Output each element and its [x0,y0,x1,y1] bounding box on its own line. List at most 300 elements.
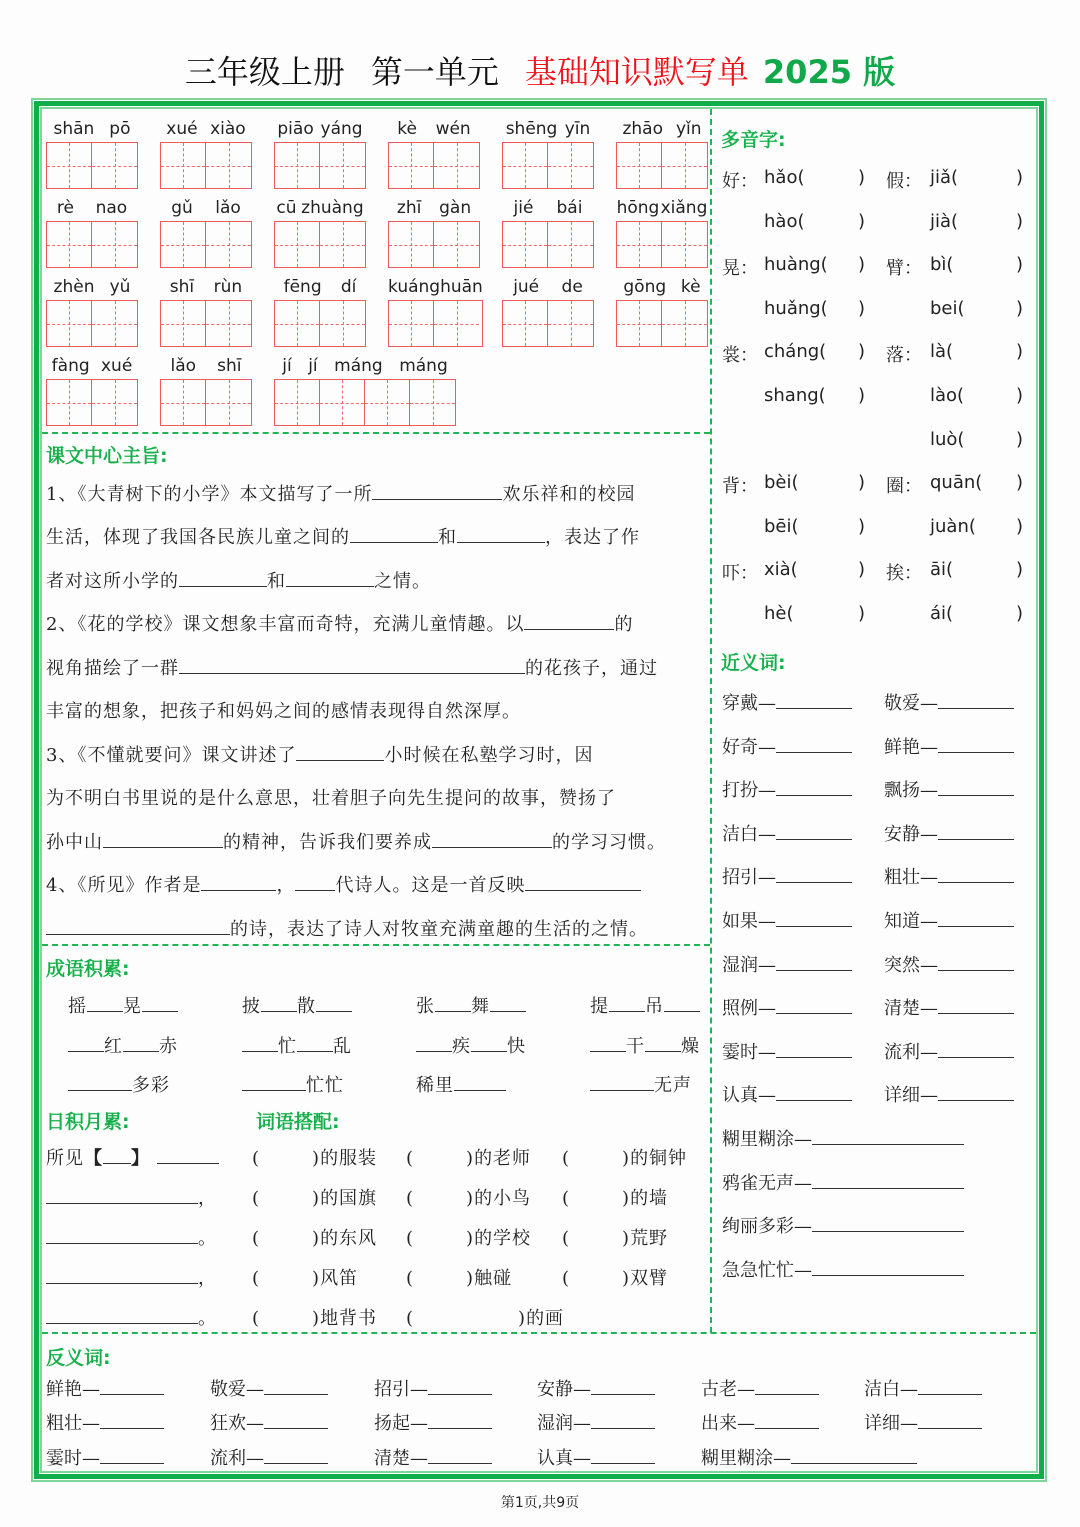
title-sheet: 基础知识默写单 [524,53,749,91]
idiom-blank[interactable] [261,994,297,1012]
antonym-blank[interactable] [591,1446,655,1464]
idiom-item [68,992,178,1018]
synonym-blank[interactable] [938,909,1014,927]
tianzige-cell[interactable] [206,143,251,188]
antonym-word: 霎时 [46,1448,82,1469]
tianzige-cell[interactable] [389,222,434,267]
antonym-word: 清楚 [374,1448,410,1469]
tianzige-cell[interactable] [206,301,251,346]
colon: ： [740,258,758,280]
answer-blank[interactable] [201,873,276,891]
polyphone-reading [930,429,964,450]
paren-close: ) [466,1148,475,1169]
reading-pinyin: shang( [764,385,826,406]
answer-blank[interactable] [432,830,552,848]
tianzige-cell[interactable] [389,301,434,346]
central-idea-text: 的花孩子，通过 [525,658,658,679]
synonym-item [884,907,1014,933]
poem-line-blank[interactable] [46,1226,198,1244]
synonym-word: 认真 [722,1085,758,1107]
antonym-item [701,1375,819,1401]
idiom-blank[interactable] [142,994,178,1012]
idiom-blank[interactable] [590,1073,654,1091]
word-blank-close[interactable]: ) [858,210,866,232]
antonym-blank[interactable] [264,1377,328,1395]
tianzige-cell[interactable] [275,301,320,346]
antonym-blank[interactable] [428,1411,492,1429]
pinyin-label [274,116,366,142]
pinyin-item [46,274,138,347]
pinyin-syllable: gōng [623,277,667,297]
polyphone-reading [764,472,799,493]
tianzige-cell[interactable] [161,143,206,188]
synonym-blank[interactable] [776,691,852,709]
tianzige-cell[interactable] [47,301,92,346]
idiom-blank[interactable] [87,994,123,1012]
poem-line-blank[interactable] [46,1266,198,1284]
synonym-blank[interactable] [776,865,852,883]
tianzige-boxes [46,379,138,426]
idiom-blank[interactable] [490,994,526,1012]
paren-open: ( [406,1188,415,1209]
antonym-word: 鲜艳 [46,1379,82,1400]
synonym-blank[interactable] [776,996,852,1014]
synonym-blank[interactable] [938,735,1014,753]
antonym-item [210,1375,328,1401]
tianzige-cell[interactable] [410,380,455,425]
synonym-word: 湿润 [722,954,758,976]
tianzige-cell[interactable] [320,222,365,267]
tianzige-cell[interactable] [503,222,548,267]
pinyin-item [160,116,252,189]
tianzige-cell[interactable] [503,143,548,188]
answer-blank[interactable] [103,830,223,848]
antonym-blank[interactable] [100,1446,164,1464]
tianzige-cell[interactable] [548,222,593,267]
paren-open: ( [406,1148,415,1169]
reading-pinyin: juàn( [930,515,976,537]
tianzige-cell[interactable] [617,143,662,188]
tianzige-cell[interactable] [548,301,593,346]
idiom-char: 晃 [123,996,142,1017]
paren-close: ) [622,1188,631,1209]
antonym-item [46,1409,164,1435]
collocation-item [406,1304,564,1330]
answer-blank[interactable] [295,873,335,891]
central-idea-text: 欢乐祥和的校园 [502,484,636,505]
polyphone-char [886,559,922,585]
pinyin-item [46,353,138,426]
tianzige-cell[interactable] [434,143,479,188]
answer-blank[interactable] [179,656,525,674]
idiom-blank[interactable] [242,1073,306,1091]
tianzige-boxes [46,300,138,347]
pinyin-label [502,274,594,300]
idiom-char: 稀里 [416,1075,454,1096]
idiom-char: 舞 [471,996,490,1017]
central-idea-text: 代诗人。这是一首反映 [335,875,526,896]
antonym-blank[interactable] [755,1411,819,1429]
answer-blank[interactable] [525,873,641,891]
tianzige-boxes [274,300,366,347]
pinyin-syllable: yǔ [109,277,131,297]
synonym-item [722,951,852,977]
idiom-blank[interactable] [609,994,645,1012]
tianzige-cell[interactable] [92,143,137,188]
collocation-item [562,1264,668,1290]
word-blank-close[interactable]: ) [1016,167,1024,188]
synonym-word: 如果 [722,911,758,932]
antonym-blank[interactable] [918,1377,982,1395]
reading-pinyin: bèi( [764,472,799,494]
pinyin-label [160,353,252,379]
tianzige-cell[interactable] [365,380,410,425]
polyphone-reading [930,472,982,493]
idiom-char: 吊 [645,996,664,1017]
word-blank-close[interactable]: ) [1016,254,1024,276]
dynasty-blank[interactable] [103,1146,131,1164]
page-title [0,50,1080,94]
synonym-word: 粗壮 [884,867,920,889]
pinyin-syllable: zhuàng [301,198,364,218]
word-blank-close[interactable]: ) [1016,210,1024,232]
dash: — [758,780,776,802]
tianzige-boxes [160,142,252,189]
answer-blank[interactable] [524,612,614,630]
collocation-item [252,1144,377,1170]
central-idea-heading: 课文中心主旨: [46,445,168,467]
synonyms-heading: 近义词: [721,652,786,674]
synonym-word: 照例 [722,998,758,1020]
antonym-blank[interactable] [428,1377,492,1395]
idiom-char: 疾 [452,1036,471,1057]
synonym-blank[interactable] [776,822,852,840]
dash: — [920,1041,938,1063]
idiom-item [590,1032,700,1058]
collocation-word: 的服装 [320,1148,378,1169]
paren-open: ( [562,1228,571,1249]
central-idea-line [46,610,633,636]
tianzige-cell[interactable] [434,301,479,346]
tianzige-cell[interactable] [503,301,548,346]
collocation-item [252,1224,377,1250]
synonym-blank[interactable] [776,735,852,753]
collocation-item [252,1304,377,1330]
antonym-blank[interactable] [755,1377,819,1395]
polyphone-character: 吓 [722,563,740,585]
page-indicator: 第1页,共9页 [500,1495,580,1511]
synonym-blank[interactable] [938,996,1014,1014]
paren-open: ( [406,1228,415,1249]
pinyin-item [274,116,366,189]
antonym-item [374,1375,492,1401]
synonym-blank[interactable] [776,1083,852,1101]
tianzige-cell[interactable] [206,222,251,267]
word-blank-close[interactable]: ) [858,341,866,363]
word-blank-close[interactable]: ) [858,603,866,624]
antonym-blank[interactable] [428,1446,492,1464]
title-unit: 第一单元 [370,53,499,91]
polyphone-reading [764,516,799,537]
idiom-blank[interactable] [242,1034,278,1052]
synonym-blank[interactable] [938,953,1014,971]
word-blank-close[interactable]: ) [858,385,866,406]
tianzige-cell[interactable] [617,222,662,267]
tianzige-cell[interactable] [662,143,707,188]
pinyin-syllable: hōng [616,198,660,218]
idiom-blank[interactable] [435,994,471,1012]
reading-pinyin: ái( [930,603,954,624]
synonym-blank[interactable] [776,909,852,927]
pinyin-label [388,195,480,221]
central-idea-text: 小时候在私塾学习时，因 [384,745,594,766]
tianzige-cell[interactable] [161,222,206,267]
tianzige-cell[interactable] [275,222,320,267]
word-blank-close[interactable]: ) [1016,559,1024,581]
author-blank[interactable] [157,1146,219,1164]
answer-blank[interactable] [46,917,142,935]
dash: — [758,1041,776,1063]
poem-line [46,1224,217,1250]
word-blank-close[interactable]: ) [858,515,866,537]
idiom-blank[interactable] [297,1034,333,1052]
word-blank-close[interactable]: ) [1016,472,1024,494]
antonym-blank[interactable] [100,1377,164,1395]
tianzige-cell[interactable] [389,143,434,188]
pinyin-label [274,274,366,300]
reading-pinyin: xià( [764,559,798,581]
word-blank-close[interactable]: ) [1016,515,1024,537]
reading-pinyin: luò( [930,428,965,450]
idiom-blank[interactable] [123,1034,159,1052]
pinyin-syllable: shēng [505,119,558,139]
tianzige-cell[interactable] [161,301,206,346]
antonym-blank[interactable] [591,1411,655,1429]
collocation-heading: 词语搭配: [256,1111,340,1133]
pinyin-label [388,116,480,142]
tianzige-cell[interactable] [275,380,320,425]
tianzige-cell[interactable] [662,301,707,346]
dash: — [573,1448,591,1469]
tianzige-cell[interactable] [92,301,137,346]
tianzige-cell[interactable] [434,222,479,267]
synonym-blank[interactable] [938,822,1014,840]
idiom-blank[interactable] [416,1034,452,1052]
pinyin-item [274,353,456,426]
paren-open: ( [562,1268,571,1289]
poem-punct: ， [198,1188,217,1209]
synonym-blank[interactable] [938,1083,1014,1101]
synonym-item [722,1081,852,1107]
word-blank-close[interactable]: ) [858,297,866,319]
tianzige-cell[interactable] [320,380,365,425]
antonym-item [537,1444,655,1470]
synonym-blank[interactable] [776,778,852,796]
synonym-item [722,1125,964,1151]
tianzige-cell[interactable] [548,143,593,188]
synonym-item [722,994,852,1020]
pinyin-syllable: zhī [396,198,422,218]
polyphone-char [886,167,922,193]
pinyin-label [616,195,708,221]
polyphone-char [722,254,758,280]
dash: — [758,693,776,714]
tianzige-cell[interactable] [47,222,92,267]
paren-close: ) [312,1148,321,1169]
dash: — [794,1129,812,1150]
answer-blank[interactable] [372,482,502,500]
antonym-blank[interactable] [791,1446,917,1464]
tianzige-cell[interactable] [320,301,365,346]
section-divider [42,432,710,434]
tianzige-boxes [160,379,252,426]
synonym-item [722,907,852,933]
colon: ： [904,563,922,585]
word-blank-close[interactable]: ) [858,472,866,494]
poem-punct: 。 [198,1228,217,1249]
tianzige-boxes [274,379,456,426]
tianzige-cell[interactable] [92,222,137,267]
tianzige-cell[interactable] [161,380,206,425]
answer-blank[interactable] [296,743,384,761]
antonym-blank[interactable] [591,1377,655,1395]
synonym-blank[interactable] [938,865,1014,883]
word-blank-close[interactable]: ) [1016,297,1024,319]
synonym-blank[interactable] [812,1127,964,1145]
pinyin-label [274,195,366,221]
synonym-blank[interactable] [776,1040,852,1058]
antonym-word: 粗壮 [46,1413,82,1434]
antonym-item [210,1444,328,1470]
title-edition: 2025 版 [762,53,896,91]
synonym-word: 招引 [722,867,758,889]
central-idea-line [46,871,641,897]
word-blank-close[interactable]: ) [858,559,866,581]
paren-close: ) [622,1228,631,1249]
idiom-blank[interactable] [590,1034,626,1052]
polyphone-reading [930,603,953,624]
dash: — [920,693,938,714]
polyphone-reading [764,385,826,406]
answer-blank[interactable] [350,525,438,543]
dash: — [758,911,776,932]
antonym-item [864,1409,982,1435]
idiom-blank[interactable] [316,994,352,1012]
synonym-blank[interactable] [812,1258,964,1276]
answer-blank[interactable] [142,917,230,935]
reading-pinyin: lào( [930,385,965,406]
collocation-word: 触碰 [474,1268,513,1289]
synonym-blank[interactable] [938,1040,1014,1058]
colon: ： [740,171,758,192]
polyphone-character: 假 [886,171,904,192]
antonym-blank[interactable] [264,1411,328,1429]
synonym-word: 洁白 [722,823,758,845]
dash: — [900,1413,918,1434]
word-blank-close[interactable]: ) [1016,341,1024,363]
reading-pinyin: huǎng( [764,297,828,319]
paren-close: ) [622,1268,631,1289]
pinyin-label [46,353,138,379]
antonym-blank[interactable] [100,1411,164,1429]
synonym-blank[interactable] [938,691,1014,709]
dash: — [410,1413,428,1434]
answer-blank[interactable] [179,569,267,587]
synonym-blank[interactable] [776,953,852,971]
tianzige-cell[interactable] [47,143,92,188]
tianzige-cell[interactable] [47,380,92,425]
antonym-word: 糊里糊涂 [701,1448,773,1469]
synonym-blank[interactable] [812,1171,964,1189]
tianzige-cell[interactable] [206,380,251,425]
polyphone-character: 挨 [886,563,904,585]
word-blank-close[interactable]: ) [858,254,866,276]
tianzige-cell[interactable] [617,301,662,346]
polyphone-character: 臂 [886,258,904,280]
idiom-blank[interactable] [471,1034,507,1052]
idiom-blank[interactable] [454,1073,506,1091]
central-idea-text: 之情。 [591,919,648,940]
word-blank-close[interactable]: ) [1016,385,1024,406]
synonym-item [722,1212,964,1238]
synonym-word: 流利 [884,1041,920,1063]
colon: ： [904,476,922,498]
answer-blank[interactable] [286,569,374,587]
antonym-blank[interactable] [918,1411,982,1429]
synonym-word: 霎时 [722,1041,758,1063]
polyphone-char [886,254,922,280]
poem-line-blank[interactable] [46,1186,198,1204]
collocation-word: 荒野 [630,1228,669,1249]
synonym-blank[interactable] [812,1214,964,1232]
daily-heading: 日积月累: [46,1111,130,1133]
reading-pinyin: bēi( [764,515,799,537]
idiom-blank[interactable] [68,1073,132,1091]
pinyin-label [274,353,456,379]
word-blank-close[interactable]: ) [1016,428,1024,450]
pinyin-item [388,274,483,347]
dash: — [573,1379,591,1400]
polyphone-reading [764,298,828,319]
idiom-item [590,992,700,1018]
answer-blank[interactable] [457,525,545,543]
pinyin-label [46,195,138,221]
polyphone-char [886,472,922,498]
polyphone-reading [930,559,953,580]
word-blank-close[interactable]: ) [858,167,866,188]
dash: — [758,867,776,889]
reading-pinyin: quān( [930,472,983,494]
tianzige-cell[interactable] [275,143,320,188]
antonym-item [210,1409,328,1435]
tianzige-cell[interactable] [662,222,707,267]
pinyin-syllable: zhāo [622,119,663,139]
idiom-blank[interactable] [664,994,700,1012]
poem-line-blank[interactable] [46,1306,198,1324]
polyphone-reading [930,298,965,319]
tianzige-cell[interactable] [92,380,137,425]
pinyin-syllable: kuáng [388,277,441,297]
pinyin-syllable: huān [440,277,483,297]
synonym-blank[interactable] [938,778,1014,796]
word-blank-close[interactable]: ) [1016,603,1024,624]
tianzige-cell[interactable] [320,143,365,188]
polyphone-reading [930,211,958,232]
idiom-blank[interactable] [68,1034,104,1052]
idiom-blank[interactable] [645,1034,681,1052]
antonym-blank[interactable] [264,1446,328,1464]
dash: — [794,1216,812,1238]
